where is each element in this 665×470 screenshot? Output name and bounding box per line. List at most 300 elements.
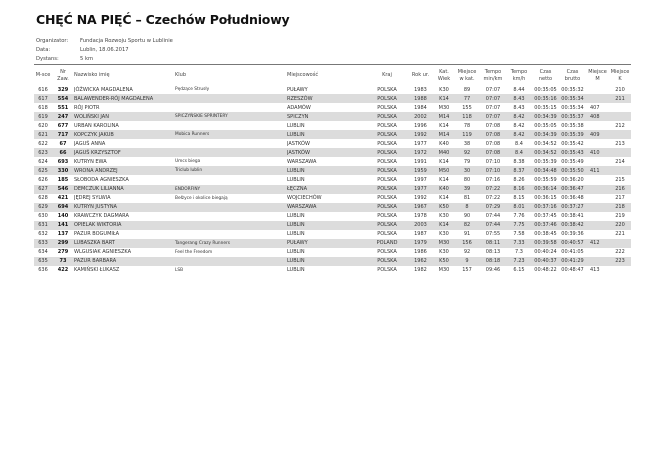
cell-name: KUTRYN EWA xyxy=(74,158,107,165)
cell-city: RZESZÓW xyxy=(287,94,367,103)
cell-gross-time: 00:48:47 xyxy=(561,267,584,274)
cell-bib: 66 xyxy=(52,148,74,157)
cell-city: JASTKÓW xyxy=(287,140,310,147)
cell-gross-time: 00:41:05 xyxy=(561,249,584,256)
cell-speed: 8.26 xyxy=(513,176,525,183)
cell-gross-time: 00:37:27 xyxy=(559,203,586,212)
cell-speed: 8.37 xyxy=(506,166,532,175)
col-year: Rok ur. xyxy=(411,72,430,78)
cell-gross-time: 00:35:39 xyxy=(559,130,586,139)
cell-category-place: 38 xyxy=(463,140,471,147)
cell-name: JAGUŚ ANNA xyxy=(74,140,106,147)
cell-club: Pędzące Strusły xyxy=(175,87,210,93)
info-label: Dystans: xyxy=(36,56,59,62)
cell-country: POLSKA xyxy=(377,158,397,165)
cell-city: LUBLIN xyxy=(287,231,305,238)
cell-place-k: 218 xyxy=(609,203,631,212)
cell-country: POLSKA xyxy=(377,213,397,220)
cell-club xyxy=(175,103,287,112)
cell-club: Mobica Runners xyxy=(175,130,287,139)
cell-speed: 8.15 xyxy=(513,195,525,202)
cell-speed: 8.43 xyxy=(506,94,532,103)
cell-position: 630 xyxy=(38,213,48,220)
cell-gross-time: 00:35:34 xyxy=(559,94,586,103)
cell-pace: 07:55 xyxy=(485,231,501,238)
cell-country: POLSKA xyxy=(377,104,397,111)
cell-gross-time: 00:36:20 xyxy=(561,176,584,183)
cell-name: RÓJ PIOTR xyxy=(74,104,100,111)
cell-club xyxy=(175,121,287,130)
cell-pace: 07:44 xyxy=(485,213,501,220)
cell-place-m xyxy=(586,175,609,184)
cell-birth-year: 1987 xyxy=(414,231,427,238)
cell-position: 624 xyxy=(38,158,48,165)
cell-category-place: 89 xyxy=(463,86,471,93)
cell-gross-time: 00:40:57 xyxy=(559,239,586,248)
cell-bib: 677 xyxy=(57,122,69,129)
col-catpos: Miejsce w kat. xyxy=(457,68,477,82)
cell-city: LUBLIN xyxy=(287,213,305,220)
cell-category-place: 90 xyxy=(463,213,471,220)
cell-pace: 07:44 xyxy=(480,221,506,230)
cell-place-k: 214 xyxy=(615,158,625,165)
cell-category-place: 92 xyxy=(454,148,480,157)
cell-pace: 07:16 xyxy=(485,176,501,183)
cell-bib: 73 xyxy=(52,257,74,266)
cell-bib: 422 xyxy=(57,267,69,274)
cell-country: POLSKA xyxy=(367,203,407,212)
cell-birth-year: 1983 xyxy=(414,86,427,93)
results-table xyxy=(34,66,631,275)
cell-category: K50 xyxy=(434,203,454,212)
cell-speed: 8.4 xyxy=(506,148,532,157)
cell-name: BALAWENDER-RÓJ MAGDALENA xyxy=(74,94,175,103)
cell-pace: 07:07 xyxy=(485,104,501,111)
cell-club: Umcs biega xyxy=(175,159,201,165)
cell-birth-year: 1972 xyxy=(407,148,434,157)
cell-place-m: 408 xyxy=(586,112,609,121)
cell-country: POLSKA xyxy=(377,267,397,274)
cell-bib: 279 xyxy=(57,249,69,256)
info-organizer xyxy=(36,38,173,44)
cell-position: 625 xyxy=(34,166,52,175)
cell-category-place: 39 xyxy=(454,185,480,194)
cell-place-k: 213 xyxy=(615,140,625,147)
cell-net-time: 00:35:05 xyxy=(534,122,557,129)
cell-city: ŁĘCZNA xyxy=(287,185,367,194)
cell-name: PAZUR BOGUMIŁA xyxy=(74,231,120,238)
cell-name: KAMIŃSKI ŁUKASZ xyxy=(74,267,120,274)
cell-position: 626 xyxy=(38,176,48,183)
col-net: Czas netto xyxy=(538,68,553,82)
col-country: Kraj xyxy=(382,72,392,78)
table-row xyxy=(34,112,631,121)
cell-name: KUTRYN JUSTYNA xyxy=(74,203,175,212)
table-row xyxy=(34,212,631,221)
cell-category: M14 xyxy=(434,112,454,121)
cell-country: POLSKA xyxy=(367,257,407,266)
cell-club: LSB xyxy=(175,267,184,273)
cell-place-m xyxy=(586,139,609,148)
cell-place-m xyxy=(586,203,609,212)
cell-place-k xyxy=(609,166,631,175)
col-speed: Tempo km/h xyxy=(510,68,528,82)
col-name: Nazwisko imię xyxy=(74,72,110,78)
cell-net-time: 00:35:05 xyxy=(534,86,557,93)
cell-name: JAGUŚ KRZYSZTOF xyxy=(74,148,175,157)
cell-speed: 7.33 xyxy=(506,239,532,248)
cell-place-m: 411 xyxy=(586,166,609,175)
cell-birth-year: 1991 xyxy=(414,158,427,165)
cell-category: K30 xyxy=(439,231,449,238)
cell-city: PUŁAWY xyxy=(287,86,308,93)
cell-club xyxy=(175,230,287,239)
cell-pace: 08:13 xyxy=(485,249,501,256)
col-k: Miejsce K xyxy=(610,68,630,82)
cell-category-place: 8 xyxy=(454,203,480,212)
cell-category: K14 xyxy=(434,221,454,230)
cell-city: PUŁAWY xyxy=(287,239,367,248)
cell-birth-year: 1996 xyxy=(414,122,427,129)
table-row xyxy=(34,230,631,239)
table-row xyxy=(34,239,631,248)
cell-place-m xyxy=(586,85,609,94)
cell-net-time: 00:34:39 xyxy=(532,130,559,139)
cell-category-place: 91 xyxy=(463,231,471,238)
table-row xyxy=(34,175,631,184)
cell-country: POLSKA xyxy=(367,112,407,121)
cell-place-k xyxy=(609,130,631,139)
cell-category-place: 157 xyxy=(462,267,472,274)
cell-country: POLSKA xyxy=(377,86,397,93)
cell-position: 629 xyxy=(34,203,52,212)
cell-position: 616 xyxy=(38,86,48,93)
table-row xyxy=(34,266,631,275)
cell-net-time: 00:48:22 xyxy=(534,267,557,274)
table-row xyxy=(34,130,631,139)
cell-category-place: 80 xyxy=(463,176,471,183)
cell-position: 619 xyxy=(34,112,52,121)
cell-name: LUBASZKA BART xyxy=(74,239,175,248)
cell-city: LUBLIN xyxy=(287,176,305,183)
cell-country: POLSKA xyxy=(367,94,407,103)
cell-pace: 07:29 xyxy=(480,203,506,212)
cell-country: POLSKA xyxy=(377,140,397,147)
cell-category: M30 xyxy=(438,267,450,274)
cell-pace: 07:08 xyxy=(480,148,506,157)
cell-place-k: 220 xyxy=(609,221,631,230)
cell-speed: 6.15 xyxy=(513,267,525,274)
cell-gross-time: 00:35:38 xyxy=(561,122,584,129)
cell-name: WOLIŃSKI JAN xyxy=(74,112,175,121)
cell-country: POLSKA xyxy=(367,148,407,157)
cell-place-k xyxy=(609,148,631,157)
cell-category-place: 78 xyxy=(463,122,471,129)
cell-speed: 7.58 xyxy=(513,231,525,238)
cell-birth-year: 1988 xyxy=(407,94,434,103)
cell-place-m xyxy=(586,248,609,257)
cell-category: K40 xyxy=(439,140,449,147)
cell-position: 618 xyxy=(38,104,48,111)
cell-speed: 7.3 xyxy=(515,249,523,256)
cell-club: Triclub lublin xyxy=(175,166,287,175)
cell-birth-year: 2002 xyxy=(407,112,434,121)
cell-speed: 8.44 xyxy=(513,86,525,93)
cell-club: Feel the Freedom xyxy=(175,249,213,255)
cell-place-m: 413 xyxy=(590,267,600,274)
cell-place-k: 222 xyxy=(615,249,625,256)
cell-bib: 141 xyxy=(52,221,74,230)
cell-pace: 07:07 xyxy=(480,112,506,121)
cell-net-time: 00:40:37 xyxy=(532,257,559,266)
table-row xyxy=(34,121,631,130)
info-value: Fundacja Rozwoju Sportu w Lublinie xyxy=(80,38,173,44)
table-row xyxy=(34,203,631,212)
cell-gross-time: 00:35:49 xyxy=(561,158,584,165)
cell-net-time: 00:39:58 xyxy=(532,239,559,248)
cell-position: 623 xyxy=(34,148,52,157)
cell-bib: 299 xyxy=(52,239,74,248)
cell-club: SPICZYŃSKIE SPRINTERY xyxy=(175,112,287,121)
cell-bib: 551 xyxy=(57,104,69,111)
cell-category: K14 xyxy=(439,176,449,183)
cell-speed: 8.42 xyxy=(513,122,525,129)
col-nr: Nr Zaw. xyxy=(57,68,69,82)
cell-net-time: 00:38:45 xyxy=(534,231,557,238)
cell-net-time: 00:40:24 xyxy=(534,249,557,256)
cell-category-place: 118 xyxy=(454,112,480,121)
info-label: Organizator: xyxy=(36,38,69,44)
table-row xyxy=(34,148,631,157)
cell-place-k xyxy=(609,103,631,112)
table-row xyxy=(34,103,631,112)
cell-net-time: 00:35:39 xyxy=(534,158,557,165)
cell-place-k: 211 xyxy=(609,94,631,103)
cell-category: K30 xyxy=(439,213,449,220)
cell-name: SŁOBODA AGNIESZKA xyxy=(74,176,129,183)
cell-city: WARSZAWA xyxy=(287,203,367,212)
cell-speed: 8.42 xyxy=(506,130,532,139)
cell-place-k xyxy=(609,266,631,275)
cell-position: 621 xyxy=(34,130,52,139)
col-gross: Czas brutto xyxy=(564,68,581,82)
cell-place-m: 412 xyxy=(586,239,609,248)
cell-club xyxy=(175,94,287,103)
cell-name: OPIELAK WIKTORIA xyxy=(74,221,175,230)
table-row xyxy=(34,185,631,194)
cell-speed: 7.76 xyxy=(513,213,525,220)
cell-bib: 247 xyxy=(52,112,74,121)
cell-place-k: 217 xyxy=(615,195,625,202)
table-header xyxy=(34,66,631,85)
cell-city: WOJCIECHÓW xyxy=(287,195,322,202)
cell-name: URBAN KAROLINA xyxy=(74,122,119,129)
cell-category: K14 xyxy=(439,158,449,165)
info-label: Data: xyxy=(36,47,51,53)
cell-gross-time: 00:35:43 xyxy=(559,148,586,157)
cell-city: SPICZYN xyxy=(287,112,367,121)
cell-place-m xyxy=(586,257,609,266)
cell-name: JÓŹWICKA MAGDALENA xyxy=(74,86,133,93)
cell-bib: 140 xyxy=(57,213,69,220)
cell-net-time: 00:35:59 xyxy=(534,176,557,183)
table-row xyxy=(34,94,631,103)
cell-place-m xyxy=(586,194,609,203)
info-value: Lublin, 18.06.2017 xyxy=(80,47,129,53)
cell-position: 617 xyxy=(34,94,52,103)
cell-birth-year: 1979 xyxy=(407,239,434,248)
cell-gross-time: 00:36:48 xyxy=(561,195,584,202)
cell-category-place: 155 xyxy=(462,104,472,111)
cell-bib: 554 xyxy=(52,94,74,103)
table-row xyxy=(34,85,631,94)
cell-category: K14 xyxy=(439,122,449,129)
cell-net-time: 00:35:16 xyxy=(532,94,559,103)
cell-place-k: 223 xyxy=(609,257,631,266)
cell-speed: 7.75 xyxy=(506,221,532,230)
cell-country: POLSKA xyxy=(377,122,397,129)
cell-category-place: 82 xyxy=(454,221,480,230)
cell-place-m xyxy=(586,157,609,166)
cell-net-time: 00:34:39 xyxy=(532,112,559,121)
col-pace: Tempo min/km xyxy=(483,68,503,82)
cell-country: POLAND xyxy=(367,239,407,248)
cell-birth-year: 1992 xyxy=(414,195,427,202)
cell-place-k: 212 xyxy=(615,122,625,129)
cell-category: K14 xyxy=(439,195,449,202)
cell-position: 635 xyxy=(34,257,52,266)
cell-club xyxy=(175,212,287,221)
cell-pace: 07:08 xyxy=(485,122,501,129)
cell-position: 620 xyxy=(38,122,48,129)
cell-net-time: 00:36:15 xyxy=(534,195,557,202)
cell-bib: 329 xyxy=(57,86,69,93)
cell-club xyxy=(175,203,287,212)
cell-bib: 421 xyxy=(57,195,69,202)
cell-club: Bełżyce i okolice biegają xyxy=(175,195,228,201)
page-title: CHĘĆ NA PIĘĆ – Czechów Południowy xyxy=(36,12,290,27)
cell-birth-year: 1959 xyxy=(407,166,434,175)
cell-category-place: 92 xyxy=(463,249,471,256)
cell-position: 632 xyxy=(38,231,48,238)
cell-place-k xyxy=(609,239,631,248)
cell-category-place: 81 xyxy=(463,195,471,202)
cell-birth-year: 2003 xyxy=(407,221,434,230)
cell-city: LUBLIN xyxy=(287,249,305,256)
cell-pace: 07:22 xyxy=(485,195,501,202)
cell-category: K40 xyxy=(434,185,454,194)
cell-country: POLSKA xyxy=(377,176,397,183)
table-row xyxy=(34,157,631,166)
cell-pace: 07:10 xyxy=(480,166,506,175)
col-pos: M-sce xyxy=(35,72,51,78)
cell-category: M30 xyxy=(434,239,454,248)
cell-bib: 67 xyxy=(59,140,67,147)
cell-city: LUBLIN xyxy=(287,257,367,266)
col-city: Miejscowość xyxy=(287,72,319,78)
cell-pace: 08:11 xyxy=(480,239,506,248)
cell-city: LUBLIN xyxy=(287,166,367,175)
cell-club: ENDORFINY xyxy=(175,185,287,194)
cell-country: POLSKA xyxy=(377,231,397,238)
cell-bib: 717 xyxy=(52,130,74,139)
cell-gross-time: 00:35:42 xyxy=(561,140,584,147)
cell-place-k: 216 xyxy=(609,185,631,194)
cell-country: POLSKA xyxy=(377,249,397,256)
cell-club: Tangerang Crazy Runners xyxy=(175,239,287,248)
cell-net-time: 00:37:45 xyxy=(534,213,557,220)
cell-place-m xyxy=(586,185,609,194)
cell-position: 633 xyxy=(34,239,52,248)
cell-club xyxy=(175,175,287,184)
cell-place-k xyxy=(609,112,631,121)
cell-place-k: 221 xyxy=(615,231,625,238)
cell-place-m xyxy=(586,212,609,221)
cell-gross-time: 00:38:41 xyxy=(561,213,584,220)
table-row xyxy=(34,166,631,175)
cell-category-place: 77 xyxy=(454,94,480,103)
cell-country: POLSKA xyxy=(367,166,407,175)
cell-club xyxy=(175,148,287,157)
cell-place-m: 407 xyxy=(590,104,600,111)
cell-bib: 185 xyxy=(57,176,69,183)
cell-pace: 07:07 xyxy=(480,94,506,103)
cell-name: DEMCZUK LILIANNA xyxy=(74,185,175,194)
cell-category-place: 156 xyxy=(454,239,480,248)
cell-country: POLSKA xyxy=(367,185,407,194)
table-row xyxy=(34,221,631,230)
col-club: Klub xyxy=(175,72,187,78)
cell-bib: 546 xyxy=(52,185,74,194)
cell-place-m xyxy=(586,221,609,230)
cell-city: LUBLIN xyxy=(287,130,367,139)
cell-place-m: 409 xyxy=(586,130,609,139)
cell-birth-year: 1977 xyxy=(407,185,434,194)
cell-pace: 09:46 xyxy=(485,267,501,274)
cell-position: 631 xyxy=(34,221,52,230)
cell-name: WRONA ANDRZEJ xyxy=(74,166,175,175)
cell-pace: 07:10 xyxy=(485,158,501,165)
cell-net-time: 00:35:15 xyxy=(534,104,557,111)
cell-category-place: 30 xyxy=(454,166,480,175)
cell-pace: 07:22 xyxy=(480,185,506,194)
cell-category: M50 xyxy=(434,166,454,175)
cell-net-time: 00:37:46 xyxy=(532,221,559,230)
cell-city: LUBLIN xyxy=(287,267,305,274)
cell-club xyxy=(175,139,287,148)
cell-speed: 8.38 xyxy=(513,158,525,165)
cell-city: ADAMÓW xyxy=(287,104,311,111)
cell-net-time: 00:36:14 xyxy=(532,185,559,194)
cell-club xyxy=(175,257,287,266)
cell-birth-year: 1986 xyxy=(414,249,427,256)
cell-gross-time: 00:35:50 xyxy=(559,166,586,175)
cell-bib: 137 xyxy=(57,231,69,238)
cell-birth-year: 1978 xyxy=(414,213,427,220)
cell-net-time: 00:34:48 xyxy=(532,166,559,175)
cell-category-place: 119 xyxy=(454,130,480,139)
cell-gross-time: 00:38:42 xyxy=(559,221,586,230)
cell-bib: 694 xyxy=(52,203,74,212)
cell-gross-time: 00:35:34 xyxy=(561,104,584,111)
cell-country: POLSKA xyxy=(367,130,407,139)
cell-name: WLGUSIAK AGNIESZKA xyxy=(74,249,131,256)
cell-pace: 07:08 xyxy=(480,130,506,139)
cell-category: M30 xyxy=(438,104,450,111)
cell-club xyxy=(175,221,287,230)
cell-place-k: 210 xyxy=(615,86,625,93)
cell-gross-time: 00:41:29 xyxy=(559,257,586,266)
